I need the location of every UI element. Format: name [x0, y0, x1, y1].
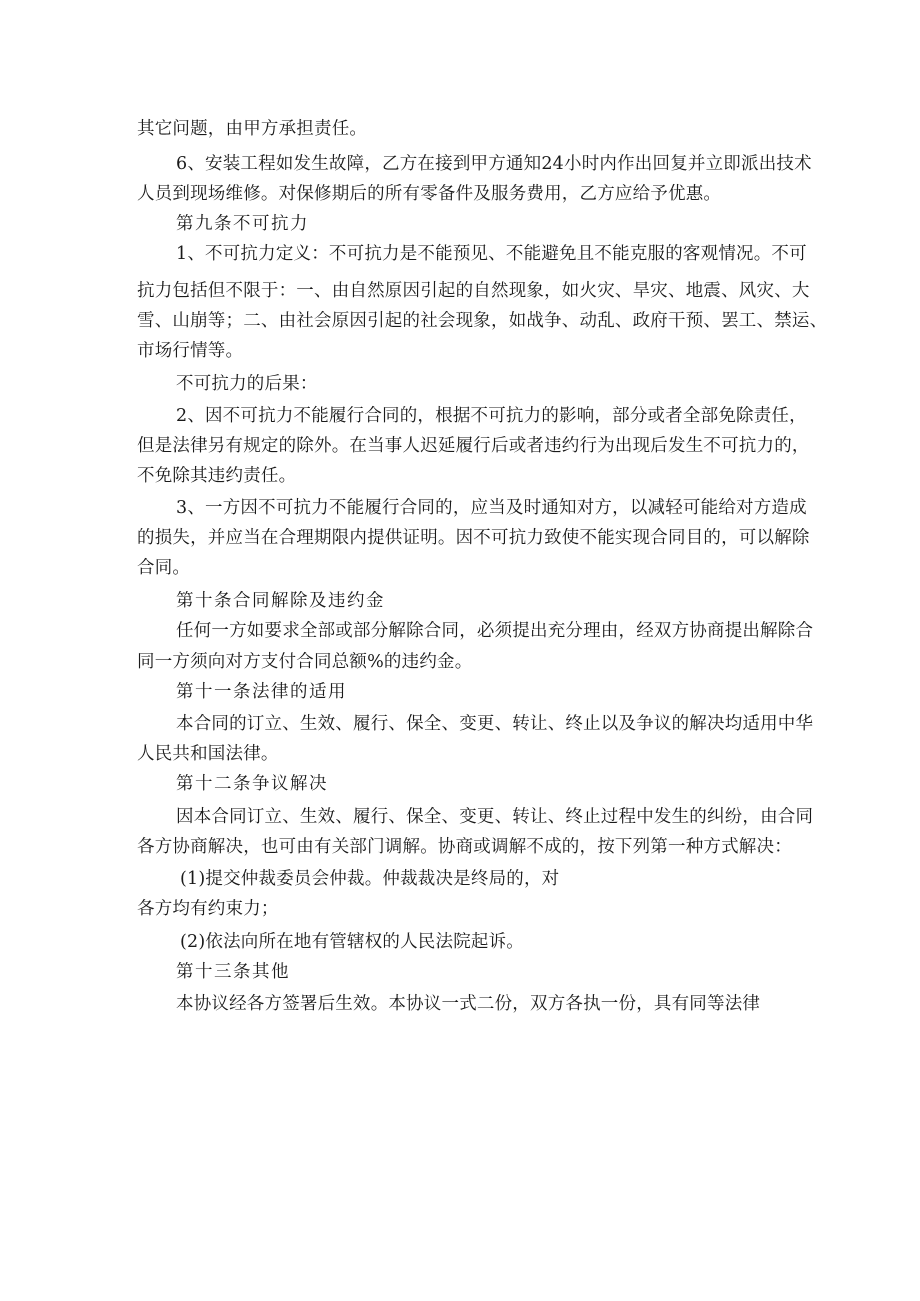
text-line: 市场行情等。: [137, 341, 244, 361]
section-heading: 第十三条其他: [176, 962, 290, 982]
section-heading: 第十一条法律的适用: [176, 682, 347, 702]
section-heading: 第十二条争议解决: [176, 774, 328, 794]
text-line: 任何一方如要求全部或部分解除合同，必须提出充分理由，经双方协商提出解除合: [176, 621, 814, 641]
text-line: 但是法律另有规定的除外。在当事人迟延履行后或者违约行为出现后发生不可抗力的，: [137, 436, 810, 456]
text-line: 各方协商解决，也可由有关部门调解。协商或调解不成的，按下列第一种方式解决：: [137, 837, 792, 857]
text-line: 不可抗力的后果：: [176, 374, 318, 394]
text-line: 6、安装工程如发生故障，乙方在接到甲方通知24小时内作出回复并立即派出技术: [176, 154, 812, 174]
text-line: 人员到现场维修。对保修期后的所有零备件及服务费用，乙方应给予优惠。: [137, 184, 722, 204]
text-line: 因本合同订立、生效、履行、保全、变更、转让、终止过程中发生的纠纷，由合同: [176, 807, 814, 827]
text-line: 不免除其违约责任。: [137, 466, 297, 486]
text-line: 雪、山崩等；二、由社会原因引起的社会现象，如战争、动乱、政府干预、罢工、禁运、: [137, 311, 828, 331]
text-line: 2、因不可抗力不能履行合同的，根据不可抗力的影响，部分或者全部免除责任，: [176, 406, 807, 426]
text-line: 本合同的订立、生效、履行、保全、变更、转让、终止以及争议的解决均适用中华: [176, 714, 814, 734]
text-line: 合同。: [137, 558, 191, 578]
text-line: 同一方须向对方支付合同总额%的违约金。: [137, 652, 473, 672]
text-line: 人民共和国法律。: [137, 744, 279, 764]
text-line: 的损失，并应当在合理期限内提供证明。因不可抗力致使不能实现合同目的，可以解除: [137, 528, 810, 548]
text-line: 3、一方因不可抗力不能履行合同的，应当及时通知对方，以减轻可能给对方造成: [176, 498, 807, 518]
text-line: (1)提交仲裁委员会仲裁。仲裁裁决是终局的，对: [180, 869, 560, 889]
text-line: 各方均有约束力；: [137, 899, 279, 919]
section-heading: 第十条合同解除及违约金: [176, 591, 385, 611]
text-line: 本协议经各方签署后生效。本协议一式二份，双方各执一份，具有同等法律: [176, 994, 761, 1014]
section-heading: 第九条不可抗力: [176, 214, 309, 234]
text-line: 其它问题，由甲方承担责任。: [137, 119, 368, 139]
text-line: (2)依法向所在地有管辖权的人民法院起诉。: [180, 932, 524, 952]
text-line: 抗力包括但不限于：一、由自然原因引起的自然现象，如火灾、旱灾、地震、风灾、大: [137, 281, 810, 301]
text-line: 1、不可抗力定义：不可抗力是不能预见、不能避免且不能克服的客观情况。不可: [176, 244, 807, 264]
